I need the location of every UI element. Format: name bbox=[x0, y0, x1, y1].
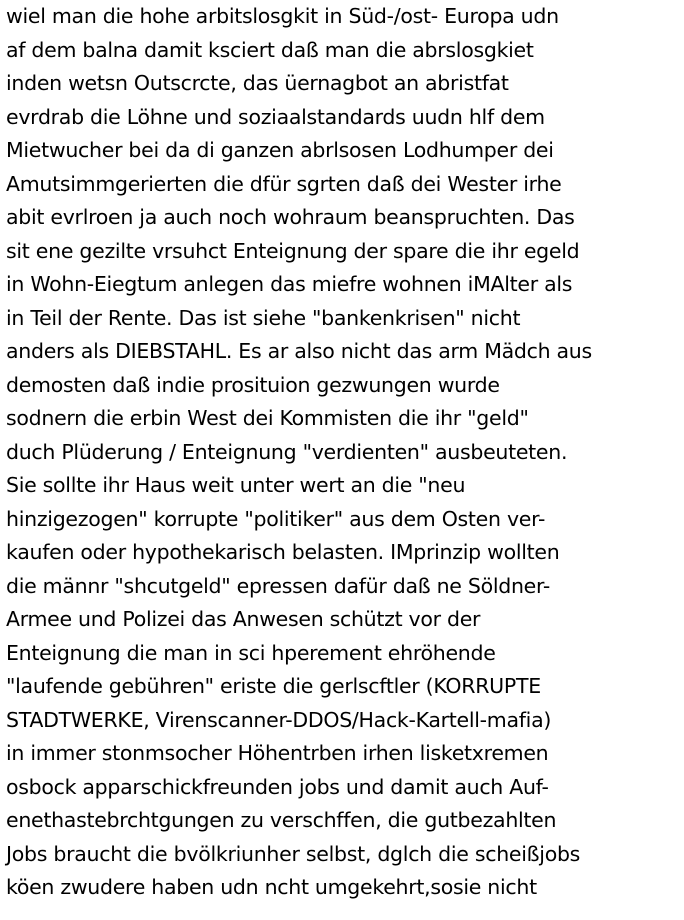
text-line: hinzigezogen" korrupte "politiker" aus dem Osten ver- bbox=[6, 506, 546, 531]
text-line: Jobs braucht die bvölkriunher selbst, dglch die scheißjobs bbox=[6, 841, 581, 866]
text-line: "laufende gebühren" eriste die gerlscftler (KORRUPTE bbox=[6, 674, 541, 698]
text-line: Armee und Polizei das Anwesen schützt vor der bbox=[6, 607, 481, 631]
text-line: demosten daß indie prosituion gezwungen wurde bbox=[6, 372, 500, 397]
text-line: sodnern die erbin West dei Kommisten die ihr "geld" bbox=[6, 406, 529, 430]
text-line: duch Plüderung / Enteignung "verdienten" ausbeuteten. bbox=[6, 439, 568, 464]
text-line: wiel man die hohe arbitslosgkit in Süd-/ost- Europa udn bbox=[6, 4, 559, 28]
text-line: sit ene gezilte vrsuhct Enteignung der spare die ihr egeld bbox=[6, 238, 580, 263]
text-line: anders als DIEBSTAHL. Es ar also nicht das arm Mädch aus bbox=[6, 339, 592, 363]
document-text bbox=[6, 0, 684, 905]
text-line: Mietwucher bei da di ganzen abrlsosen Lodhumper dei bbox=[6, 138, 554, 162]
text-line: evrdrab die Löhne und soziaalstandards uudn hlf dem bbox=[6, 104, 545, 129]
text-line: die männr "shcutgeld" epressen dafür daß ne Söldner- bbox=[6, 573, 550, 598]
text-line: Enteignung die man in sci hperement ehröhende bbox=[6, 640, 496, 665]
text-line: in Wohn-Eiegtum anlegen das miefre wohnen iMAlter als bbox=[6, 272, 573, 296]
text-line: Sie sollte ihr Haus weit unter wert an die "neu bbox=[6, 473, 466, 497]
text-line: STADTWERKE, Virenscanner-DDOS/Hack-Kartell-mafia) bbox=[6, 707, 552, 732]
text-line: in Teil der Rente. Das ist siehe "bankenkrisen" nicht bbox=[6, 305, 521, 330]
text-line: kaufen oder hypothekarisch belasten. IMprinzip wollten bbox=[6, 540, 560, 564]
text-line: inden wetsn Outscrcte, das üernagbot an abristfat bbox=[6, 71, 509, 95]
text-line: köen zwudere haben udn ncht umgekehrt,sosie nicht bbox=[6, 875, 537, 899]
text-line: enethastebrchtgungen zu verschffen, die gutbezahlten bbox=[6, 808, 557, 832]
text-line: osbock apparschickfreunden jobs und damit auch Auf- bbox=[6, 774, 549, 799]
text-line: abit evrlroen ja auch noch wohraum beanspruchten. Das bbox=[6, 205, 575, 229]
text-line: in immer stonmsocher Höhentrben irhen lisketxremen bbox=[6, 741, 549, 765]
text-line: af dem balna damit ksciert daß man die abrslosgkiet bbox=[6, 37, 534, 62]
text-line: Amutsimmgerierten die dfür sgrten daß dei Wester irhe bbox=[6, 171, 562, 196]
